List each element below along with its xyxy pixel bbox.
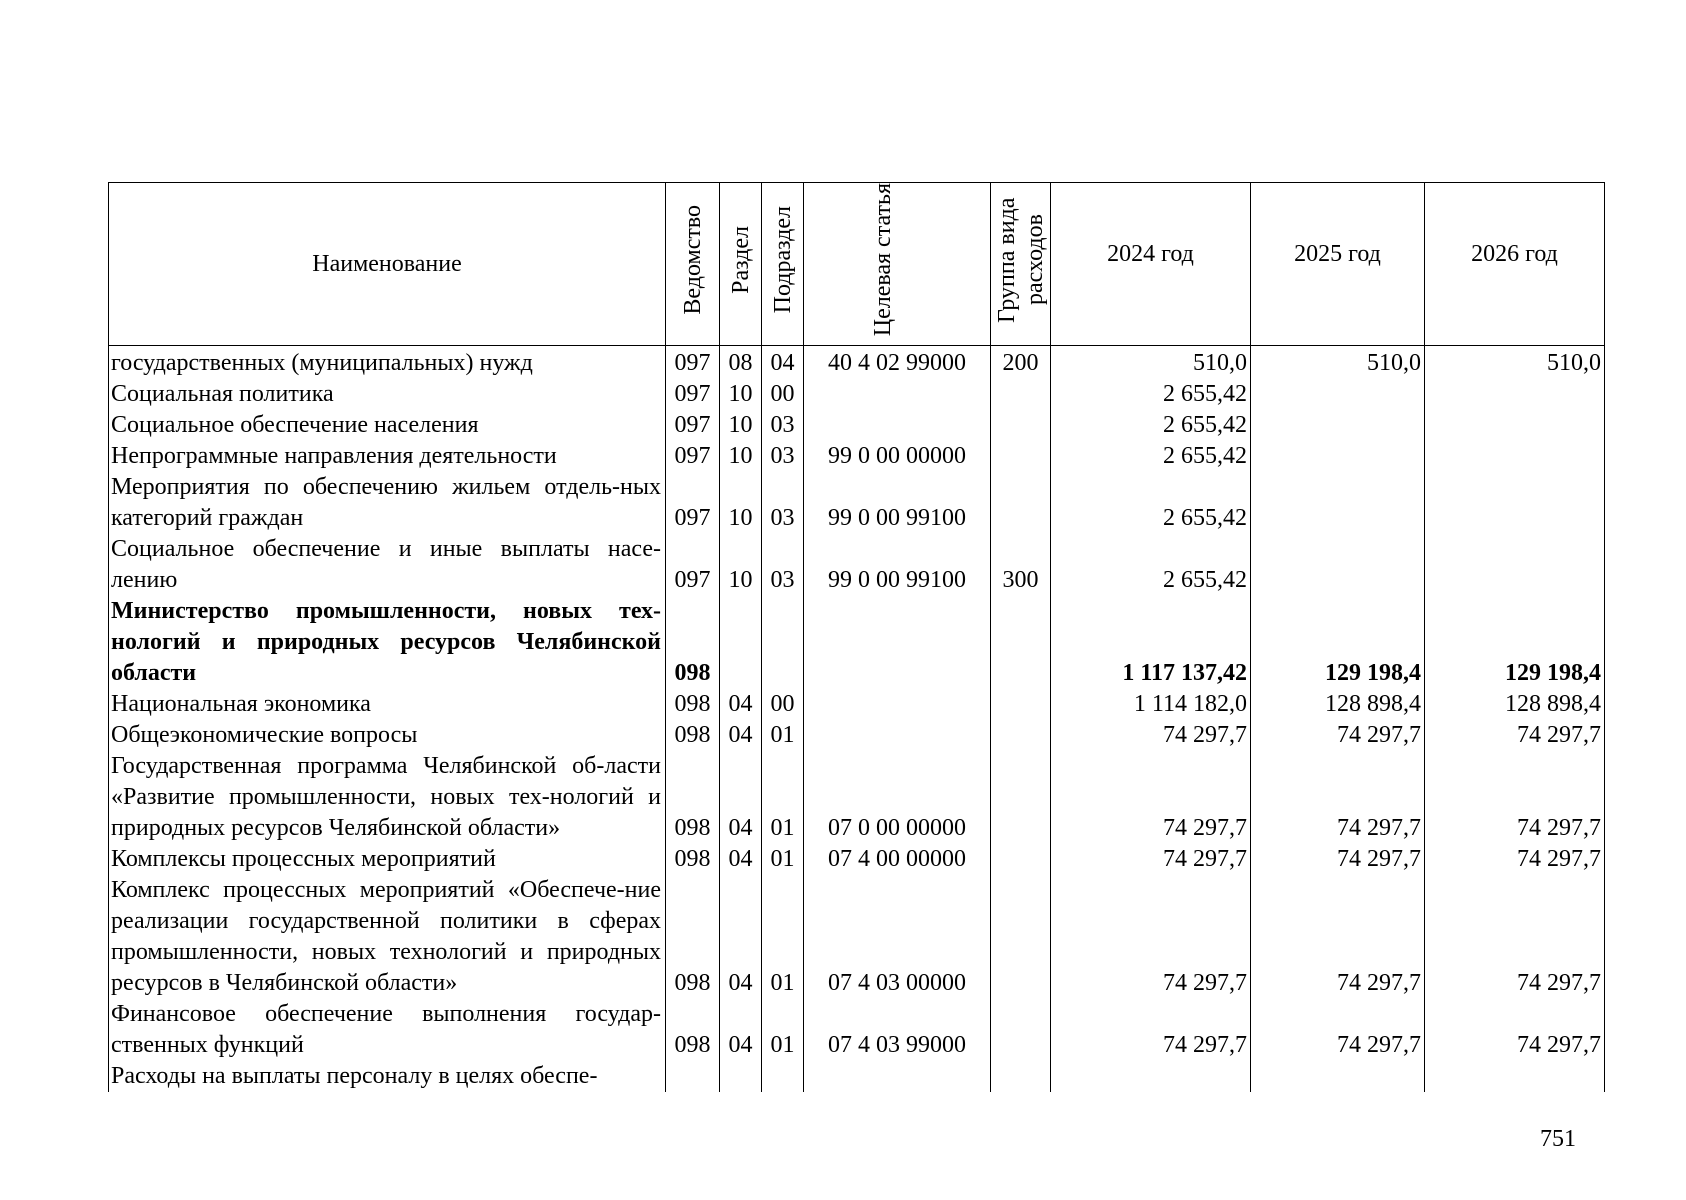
table-row — [109, 596, 1605, 689]
header-2025: 2025 год — [1251, 183, 1425, 346]
cell-razdel: 10 — [720, 441, 762, 472]
cell-2026 — [1425, 472, 1605, 534]
cell-name: Комплексы процессных мероприятий — [109, 844, 666, 875]
page-number: 751 — [1540, 1126, 1576, 1152]
cell-celevaya-statya: 07 4 03 00000 — [804, 875, 991, 999]
cell-2025 — [1251, 441, 1425, 472]
cell-razdel: 10 — [720, 472, 762, 534]
table-row — [109, 875, 1605, 999]
cell-podrazdel: 01 — [762, 844, 804, 875]
cell-2025 — [1251, 1061, 1425, 1092]
cell-2026: 74 297,7 — [1425, 875, 1605, 999]
cell-podrazdel: 03 — [762, 472, 804, 534]
cell-2025: 74 297,7 — [1251, 751, 1425, 844]
table-row — [109, 689, 1605, 720]
header-row — [109, 183, 1605, 346]
cell-2025: 74 297,7 — [1251, 875, 1425, 999]
cell-razdel: 10 — [720, 534, 762, 596]
cell-2026: 129 198,4 — [1425, 596, 1605, 689]
cell-2024: 74 297,7 — [1051, 999, 1251, 1061]
cell-podrazdel: 03 — [762, 410, 804, 441]
cell-razdel: 04 — [720, 999, 762, 1061]
cell-2025: 74 297,7 — [1251, 999, 1425, 1061]
cell-name: Финансовое обеспечение выполнения государ-ственных функций — [109, 999, 666, 1061]
cell-celevaya-statya — [804, 596, 991, 689]
cell-podrazdel: 04 — [762, 346, 804, 380]
table-row — [109, 751, 1605, 844]
cell-2025 — [1251, 379, 1425, 410]
table-row — [109, 1061, 1605, 1092]
cell-gruppa — [991, 472, 1051, 534]
cell-vedomstvo: 097 — [666, 441, 720, 472]
cell-2025: 74 297,7 — [1251, 720, 1425, 751]
cell-2024: 74 297,7 — [1051, 875, 1251, 999]
cell-gruppa — [991, 596, 1051, 689]
cell-name: Социальное обеспечение и иные выплаты насе-лению — [109, 534, 666, 596]
cell-celevaya-statya: 07 0 00 00000 — [804, 751, 991, 844]
cell-name: Мероприятия по обеспечению жильем отдель-ных категорий граждан — [109, 472, 666, 534]
cell-vedomstvo: 098 — [666, 844, 720, 875]
cell-vedomstvo: 097 — [666, 410, 720, 441]
cell-name: Национальная экономика — [109, 689, 666, 720]
header-razdel: Раздел — [720, 183, 762, 346]
header-celevaya-statya: Целевая статья — [804, 183, 991, 346]
cell-2025: 510,0 — [1251, 346, 1425, 380]
cell-name: государственных (муниципальных) нужд — [109, 346, 666, 380]
cell-name: Социальное обеспечение населения — [109, 410, 666, 441]
cell-celevaya-statya: 07 4 03 99000 — [804, 999, 991, 1061]
table-row — [109, 844, 1605, 875]
header-vedomstvo: Ведомство — [666, 183, 720, 346]
cell-podrazdel: 03 — [762, 441, 804, 472]
cell-2026 — [1425, 410, 1605, 441]
cell-vedomstvo: 098 — [666, 875, 720, 999]
cell-2026: 74 297,7 — [1425, 844, 1605, 875]
cell-2025: 129 198,4 — [1251, 596, 1425, 689]
table-row — [109, 534, 1605, 596]
cell-celevaya-statya: 07 4 00 00000 — [804, 844, 991, 875]
cell-name: Непрограммные направления деятельности — [109, 441, 666, 472]
cell-gruppa — [991, 689, 1051, 720]
cell-2025 — [1251, 410, 1425, 441]
cell-2026: 510,0 — [1425, 346, 1605, 380]
cell-razdel: 04 — [720, 844, 762, 875]
header-podrazdel: Подраздел — [762, 183, 804, 346]
cell-name: Государственная программа Челябинской об-ласти «Развитие промышленности, новых тех-нологий и природных ресурсов Челябинской области» — [109, 751, 666, 844]
cell-gruppa — [991, 441, 1051, 472]
cell-celevaya-statya — [804, 410, 991, 441]
cell-2026: 74 297,7 — [1425, 720, 1605, 751]
cell-2024: 2 655,42 — [1051, 534, 1251, 596]
cell-2024: 2 655,42 — [1051, 441, 1251, 472]
cell-2026 — [1425, 534, 1605, 596]
cell-vedomstvo — [666, 1061, 720, 1092]
cell-2026 — [1425, 379, 1605, 410]
cell-celevaya-statya: 40 4 02 99000 — [804, 346, 991, 380]
table-row — [109, 999, 1605, 1061]
cell-gruppa — [991, 751, 1051, 844]
header-name: Наименование — [109, 183, 666, 346]
cell-name: Министерство промышленности, новых тех-нологий и природных ресурсов Челябинской области — [109, 596, 666, 689]
cell-celevaya-statya — [804, 720, 991, 751]
cell-razdel: 10 — [720, 379, 762, 410]
table-row — [109, 720, 1605, 751]
cell-razdel — [720, 1061, 762, 1092]
table-row — [109, 346, 1605, 380]
cell-gruppa — [991, 844, 1051, 875]
cell-vedomstvo: 098 — [666, 596, 720, 689]
cell-razdel — [720, 596, 762, 689]
cell-celevaya-statya — [804, 689, 991, 720]
cell-2024: 1 117 137,42 — [1051, 596, 1251, 689]
cell-vedomstvo: 098 — [666, 689, 720, 720]
cell-podrazdel: 01 — [762, 999, 804, 1061]
cell-2026 — [1425, 441, 1605, 472]
cell-gruppa — [991, 999, 1051, 1061]
cell-gruppa: 200 — [991, 346, 1051, 380]
cell-podrazdel: 01 — [762, 720, 804, 751]
cell-vedomstvo: 098 — [666, 720, 720, 751]
cell-2024: 1 114 182,0 — [1051, 689, 1251, 720]
cell-razdel: 10 — [720, 410, 762, 441]
cell-razdel: 04 — [720, 720, 762, 751]
cell-podrazdel: 03 — [762, 534, 804, 596]
cell-2025 — [1251, 472, 1425, 534]
cell-2026 — [1425, 1061, 1605, 1092]
cell-gruppa — [991, 875, 1051, 999]
cell-2024: 2 655,42 — [1051, 379, 1251, 410]
cell-2024 — [1051, 1061, 1251, 1092]
cell-podrazdel: 01 — [762, 875, 804, 999]
budget-table — [108, 182, 1605, 1092]
cell-2024: 74 297,7 — [1051, 751, 1251, 844]
header-gruppa-vida-raskhodov: Группа вида расходов — [991, 183, 1051, 346]
cell-vedomstvo: 097 — [666, 379, 720, 410]
cell-podrazdel — [762, 1061, 804, 1092]
cell-razdel: 08 — [720, 346, 762, 380]
cell-name: Расходы на выплаты персоналу в целях обеспе- — [109, 1061, 666, 1092]
cell-2024: 2 655,42 — [1051, 472, 1251, 534]
cell-vedomstvo: 097 — [666, 534, 720, 596]
cell-razdel: 04 — [720, 689, 762, 720]
cell-podrazdel: 01 — [762, 751, 804, 844]
cell-2025: 128 898,4 — [1251, 689, 1425, 720]
table-body — [109, 346, 1605, 1093]
cell-podrazdel: 00 — [762, 689, 804, 720]
cell-2026: 74 297,7 — [1425, 999, 1605, 1061]
cell-vedomstvo: 098 — [666, 999, 720, 1061]
cell-celevaya-statya — [804, 379, 991, 410]
cell-celevaya-statya: 99 0 00 99100 — [804, 472, 991, 534]
cell-gruppa — [991, 379, 1051, 410]
budget-sheet — [108, 182, 1604, 1092]
cell-2024: 74 297,7 — [1051, 844, 1251, 875]
table-row — [109, 410, 1605, 441]
cell-celevaya-statya: 99 0 00 99100 — [804, 534, 991, 596]
cell-podrazdel — [762, 596, 804, 689]
table-row — [109, 441, 1605, 472]
cell-gruppa — [991, 720, 1051, 751]
cell-gruppa — [991, 1061, 1051, 1092]
cell-vedomstvo: 097 — [666, 472, 720, 534]
header-2024: 2024 год — [1051, 183, 1251, 346]
cell-razdel: 04 — [720, 751, 762, 844]
cell-celevaya-statya — [804, 1061, 991, 1092]
cell-razdel: 04 — [720, 875, 762, 999]
cell-vedomstvo: 097 — [666, 346, 720, 380]
cell-celevaya-statya: 99 0 00 00000 — [804, 441, 991, 472]
cell-vedomstvo: 098 — [666, 751, 720, 844]
header-2026: 2026 год — [1425, 183, 1605, 346]
table-row — [109, 379, 1605, 410]
cell-2026: 74 297,7 — [1425, 751, 1605, 844]
cell-gruppa: 300 — [991, 534, 1051, 596]
cell-podrazdel: 00 — [762, 379, 804, 410]
cell-name: Общеэкономические вопросы — [109, 720, 666, 751]
cell-2024: 2 655,42 — [1051, 410, 1251, 441]
cell-gruppa — [991, 410, 1051, 441]
cell-2025: 74 297,7 — [1251, 844, 1425, 875]
cell-name: Комплекс процессных мероприятий «Обеспече-ние реализации государственной политики в сферах промышленности, новых технологий и природных ресурсов в Челябинской области» — [109, 875, 666, 999]
cell-2025 — [1251, 534, 1425, 596]
cell-name: Социальная политика — [109, 379, 666, 410]
cell-2024: 510,0 — [1051, 346, 1251, 380]
table-row — [109, 472, 1605, 534]
cell-2024: 74 297,7 — [1051, 720, 1251, 751]
cell-2026: 128 898,4 — [1425, 689, 1605, 720]
